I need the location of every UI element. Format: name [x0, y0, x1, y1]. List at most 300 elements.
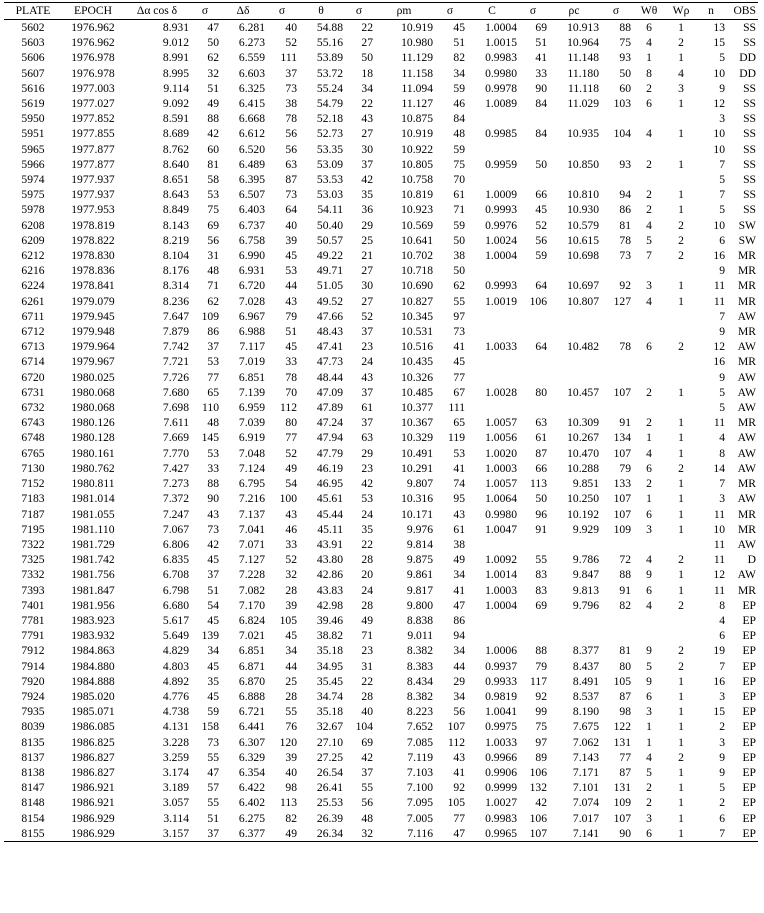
cell-rho-m: 8.383	[406, 659, 433, 673]
cell-dra: 3.114	[163, 811, 189, 825]
cell-w-theta	[632, 354, 666, 369]
cell-w-theta	[632, 537, 666, 552]
column-header-rho-m: ρm	[396, 4, 412, 18]
cell-rho-m: 10.569	[401, 218, 433, 232]
cell-rho-c: 10.935	[567, 127, 599, 141]
cell-C	[466, 263, 518, 278]
cell-obs: EP	[742, 629, 756, 643]
cell-s2: 82	[285, 811, 297, 825]
cell-plate: 6765	[21, 446, 45, 460]
cell-plate: 7130	[21, 461, 45, 475]
table-row	[4, 385, 758, 400]
cell-s5: 50	[535, 157, 547, 171]
cell-s4: 112	[448, 735, 465, 749]
cell-s1: 35	[207, 674, 219, 688]
cell-s6	[600, 354, 632, 369]
cell-plate: 5603	[21, 36, 45, 50]
cell-plate: 8137	[21, 750, 45, 764]
cell-rho-m: 10.980	[401, 36, 433, 50]
cell-s1: 59	[207, 705, 219, 719]
cell-obs: EP	[742, 659, 756, 673]
cell-rho-c: 9.847	[572, 568, 599, 582]
cell-plate: 7791	[21, 629, 45, 643]
cell-ddec: 6.377	[238, 826, 265, 840]
cell-s6: 94	[619, 188, 631, 202]
cell-obs: EP	[742, 811, 756, 825]
cell-s2: 32	[285, 568, 297, 582]
cell-s4: 97	[453, 309, 465, 323]
cell-theta: 52.18	[316, 112, 343, 126]
cell-n: 3	[719, 112, 725, 126]
cell-s1: 109	[201, 309, 219, 323]
cell-w-rho: 1	[678, 157, 684, 171]
cell-plate: 6712	[21, 325, 45, 339]
table-row	[4, 400, 758, 415]
table-row	[4, 613, 758, 628]
cell-ddec: 6.422	[238, 781, 265, 795]
cell-theta: 55.24	[316, 81, 343, 95]
cell-s5: 83	[535, 568, 547, 582]
cell-s1: 53	[207, 446, 219, 460]
cell-w-rho: 2	[678, 553, 684, 567]
cell-obs: MR	[737, 522, 756, 536]
cell-w-theta: 2	[646, 477, 652, 491]
cell-s5: 97	[535, 735, 547, 749]
cell-theta: 49.52	[316, 294, 343, 308]
table-row	[4, 370, 758, 385]
cell-w-rho: 1	[678, 51, 684, 65]
cell-n: 10	[713, 142, 725, 156]
cell-s3: 23	[361, 461, 373, 475]
cell-obs: MR	[737, 507, 756, 521]
cell-s1: 62	[207, 294, 219, 308]
cell-n: 9	[719, 370, 725, 384]
table-row	[4, 233, 758, 248]
cell-plate: 6714	[21, 355, 45, 369]
cell-s5: 99	[535, 705, 547, 719]
cell-s1: 37	[207, 826, 219, 840]
cell-w-theta: 6	[646, 583, 652, 597]
cell-s5: 56	[535, 233, 547, 247]
cell-w-rho: 1	[678, 279, 684, 293]
cell-s4: 46	[453, 97, 465, 111]
cell-n: 11	[713, 583, 725, 597]
cell-plate: 6731	[21, 385, 45, 399]
cell-s6: 98	[619, 705, 631, 719]
cell-s6: 80	[619, 659, 631, 673]
cell-obs: DD	[739, 66, 756, 80]
cell-rho-m: 10.291	[401, 461, 433, 475]
cell-s2: 70	[285, 385, 297, 399]
cell-s4: 82	[453, 51, 465, 65]
cell-ddec: 7.170	[238, 598, 265, 612]
cell-C	[466, 354, 518, 369]
cell-theta: 27.25	[316, 750, 343, 764]
cell-epoch: 1986.921	[71, 781, 115, 795]
cell-w-rho: 1	[678, 477, 684, 491]
cell-w-rho: 1	[678, 765, 684, 779]
table-row	[4, 689, 758, 704]
cell-rho-c	[548, 537, 600, 552]
cell-dra: 7.669	[162, 431, 189, 445]
cell-rho-c	[548, 400, 600, 415]
cell-s6: 86	[619, 203, 631, 217]
cell-ddec: 6.931	[238, 264, 265, 278]
cell-w-theta: 5	[646, 659, 652, 673]
cell-s1: 77	[207, 370, 219, 384]
cell-epoch: 1981.847	[71, 583, 115, 597]
cell-s5: 69	[535, 598, 547, 612]
cell-ddec: 6.273	[238, 36, 265, 50]
cell-plate: 6224	[21, 279, 45, 293]
table-row	[4, 354, 758, 369]
cell-s4: 49	[453, 553, 465, 567]
cell-ddec: 7.139	[238, 385, 265, 399]
cell-C: 0.9999	[485, 781, 517, 795]
cell-w-rho: 1	[678, 781, 684, 795]
cell-w-rho	[666, 263, 696, 278]
cell-s2: 52	[285, 36, 297, 50]
cell-ddec: 6.403	[238, 203, 265, 217]
cell-rho-m: 11.129	[401, 51, 433, 65]
cell-s1: 65	[207, 385, 219, 399]
cell-dra: 7.247	[162, 507, 189, 521]
cell-C: 0.9959	[485, 157, 517, 171]
cell-s3: 104	[355, 720, 373, 734]
cell-w-theta: 2	[646, 416, 652, 430]
cell-dra: 7.067	[162, 522, 189, 536]
cell-s6: 81	[619, 218, 631, 232]
cell-s2: 40	[285, 218, 297, 232]
cell-s4: 45	[453, 21, 465, 34]
cell-s6: 93	[619, 157, 631, 171]
cell-rho-c	[548, 172, 600, 187]
cell-w-rho	[666, 613, 696, 628]
table-row	[4, 491, 758, 506]
cell-plate: 7781	[21, 613, 45, 627]
cell-theta: 45.44	[316, 507, 343, 521]
cell-epoch: 1984.888	[71, 674, 115, 688]
cell-n: 7	[719, 157, 725, 171]
cell-s4: 67	[453, 385, 465, 399]
cell-s5: 96	[535, 507, 547, 521]
cell-w-rho: 2	[678, 598, 684, 612]
cell-s1: 86	[207, 325, 219, 339]
cell-dra: 7.879	[162, 325, 189, 339]
cell-rho-m: 10.316	[401, 492, 433, 506]
cell-s5	[518, 263, 548, 278]
cell-dra: 8.314	[162, 279, 189, 293]
cell-rho-c: 7.017	[572, 811, 599, 825]
cell-w-rho: 1	[678, 492, 684, 506]
cell-s3: 42	[361, 173, 373, 187]
cell-epoch: 1980.025	[71, 370, 115, 384]
table-row	[4, 294, 758, 309]
cell-s3: 61	[361, 401, 373, 415]
cell-s4: 61	[453, 522, 465, 536]
cell-s4: 34	[453, 66, 465, 80]
cell-dra: 6.798	[162, 583, 189, 597]
cell-rho-m: 7.100	[406, 781, 433, 795]
cell-ddec: 7.216	[238, 492, 265, 506]
cell-C: 1.0041	[485, 705, 517, 719]
cell-s2: 64	[285, 203, 297, 217]
cell-s3: 18	[361, 66, 373, 80]
cell-w-rho: 1	[678, 188, 684, 202]
cell-plate: 5616	[21, 81, 45, 95]
cell-plate: 6216	[21, 264, 45, 278]
table-row	[4, 780, 758, 795]
table-row	[4, 659, 758, 674]
cell-s1: 110	[202, 401, 219, 415]
cell-s5	[518, 309, 548, 324]
cell-w-rho: 1	[678, 21, 684, 34]
cell-s3: 22	[361, 537, 373, 551]
cell-s2: 39	[285, 750, 297, 764]
cell-epoch: 1984.880	[71, 659, 115, 673]
cell-theta: 42.98	[316, 598, 343, 612]
column-header-s2: σ	[278, 4, 286, 18]
cell-s6	[600, 370, 632, 385]
cell-s3: 37	[361, 765, 373, 779]
cell-w-theta	[632, 111, 666, 126]
cell-epoch: 1977.003	[71, 81, 115, 95]
cell-w-rho: 1	[678, 203, 684, 217]
cell-s6: 104	[613, 127, 631, 141]
cell-dra: 8.689	[162, 127, 189, 141]
cell-plate: 7187	[21, 507, 45, 521]
cell-obs: EP	[742, 750, 756, 764]
cell-obs: MR	[737, 294, 756, 308]
cell-dra: 8.931	[162, 21, 189, 34]
cell-rho-c: 7.675	[572, 720, 599, 734]
cell-w-theta	[632, 613, 666, 628]
cell-C: 0.9819	[485, 689, 517, 703]
cell-rho-m: 10.377	[401, 401, 433, 415]
cell-w-theta: 2	[646, 385, 652, 399]
column-header-s6: σ	[612, 4, 620, 18]
cell-s1: 88	[207, 112, 219, 126]
cell-s6	[600, 537, 632, 552]
cell-theta: 54.79	[316, 97, 343, 111]
cell-s4: 45	[453, 355, 465, 369]
cell-plate: 8138	[21, 765, 45, 779]
cell-w-rho: 1	[678, 446, 684, 460]
cell-s6: 72	[619, 553, 631, 567]
table-row	[4, 461, 758, 476]
cell-C: 1.0024	[485, 233, 517, 247]
cell-rho-c: 7.141	[572, 826, 599, 840]
cell-ddec: 7.048	[238, 446, 265, 460]
cell-s4: 73	[453, 325, 465, 339]
cell-rho-c: 10.192	[567, 507, 599, 521]
cell-s3: 48	[361, 811, 373, 825]
cell-rho-c: 10.267	[567, 431, 599, 445]
cell-rho-c	[548, 142, 600, 157]
cell-rho-c: 9.851	[572, 477, 599, 491]
cell-s5: 83	[535, 583, 547, 597]
cell-s2: 53	[285, 264, 297, 278]
cell-w-rho: 2	[678, 233, 684, 247]
cell-s2: 112	[280, 401, 297, 415]
cell-n: 2	[719, 720, 725, 734]
cell-s5: 106	[529, 811, 547, 825]
cell-epoch: 1980.811	[71, 477, 115, 491]
cell-rho-c: 10.250	[567, 492, 599, 506]
cell-epoch: 1977.953	[71, 203, 115, 217]
cell-C: 0.9965	[485, 826, 517, 840]
table-row	[4, 552, 758, 567]
cell-w-rho: 1	[678, 97, 684, 111]
cell-s3: 24	[361, 583, 373, 597]
column-header-obs: OBS	[733, 4, 756, 18]
cell-w-rho: 2	[678, 340, 684, 354]
cell-rho-m: 10.516	[401, 340, 433, 354]
cell-plate: 5966	[21, 157, 45, 171]
cell-s4: 51	[453, 36, 465, 50]
cell-ddec: 6.489	[238, 157, 265, 171]
cell-rho-c: 10.698	[567, 249, 599, 263]
cell-s6	[600, 111, 632, 126]
cell-n: 7	[719, 826, 725, 840]
cell-s6: 93	[619, 51, 631, 65]
cell-rho-m: 10.329	[401, 431, 433, 445]
cell-C	[466, 628, 518, 643]
cell-s6: 60	[619, 81, 631, 95]
cell-s4: 41	[453, 340, 465, 354]
cell-C: 1.0057	[485, 477, 517, 491]
table-row	[4, 446, 758, 461]
cell-plate: 6209	[21, 233, 45, 247]
column-header-s5: σ	[529, 4, 537, 18]
cell-C: 1.0004	[485, 598, 517, 612]
cell-n: 12	[713, 97, 725, 111]
cell-s3: 37	[361, 416, 373, 430]
cell-s4: 41	[453, 765, 465, 779]
cell-epoch: 1978.822	[71, 233, 115, 247]
cell-theta: 35.18	[316, 705, 343, 719]
cell-s4: 59	[453, 81, 465, 95]
cell-theta: 32.67	[316, 720, 343, 734]
table-row	[4, 719, 758, 734]
cell-s3: 36	[361, 203, 373, 217]
cell-s5	[518, 142, 548, 157]
cell-s6: 73	[619, 249, 631, 263]
cell-ddec: 6.959	[238, 401, 265, 415]
cell-s2: 80	[285, 416, 297, 430]
cell-theta: 26.41	[316, 781, 343, 795]
cell-n: 11	[713, 537, 725, 551]
cell-rho-m: 9.011	[407, 629, 433, 643]
cell-theta: 47.41	[316, 340, 343, 354]
cell-s5: 66	[535, 461, 547, 475]
cell-s3: 22	[361, 21, 373, 34]
cell-w-theta: 2	[646, 157, 652, 171]
cell-n: 4	[719, 431, 725, 445]
cell-obs: SS	[743, 157, 756, 171]
cell-C: 1.0028	[485, 385, 517, 399]
cell-s5: 89	[535, 750, 547, 764]
cell-obs: AW	[737, 431, 756, 445]
cell-ddec: 6.758	[238, 233, 265, 247]
cell-w-theta: 6	[646, 340, 652, 354]
cell-s3: 43	[361, 112, 373, 126]
cell-rho-m: 10.326	[401, 370, 433, 384]
cell-w-theta: 1	[646, 51, 652, 65]
cell-C: 1.0057	[485, 416, 517, 430]
cell-dra: 8.991	[162, 51, 189, 65]
cell-s4: 94	[453, 629, 465, 643]
cell-s3: 28	[361, 553, 373, 567]
cell-s1: 139	[201, 629, 219, 643]
cell-rho-m: 8.382	[406, 644, 433, 658]
cell-epoch: 1978.830	[71, 249, 115, 263]
cell-epoch: 1979.945	[71, 309, 115, 323]
table-row	[4, 20, 758, 36]
cell-s4: 34	[453, 689, 465, 703]
cell-s3: 69	[361, 735, 373, 749]
cell-rho-c: 9.813	[572, 583, 599, 597]
cell-C: 1.0047	[485, 522, 517, 536]
cell-rho-m: 7.103	[406, 765, 433, 779]
cell-s1: 90	[207, 492, 219, 506]
cell-ddec: 6.720	[238, 279, 265, 293]
cell-epoch: 1980.068	[71, 385, 115, 399]
cell-s1: 55	[207, 796, 219, 810]
cell-s5: 42	[535, 796, 547, 810]
cell-s5: 79	[535, 659, 547, 673]
cell-s2: 52	[285, 553, 297, 567]
cell-s2: 28	[285, 689, 297, 703]
cell-dra: 3.157	[162, 826, 189, 840]
table-row	[4, 218, 758, 233]
cell-s4: 59	[453, 218, 465, 232]
cell-dra: 3.228	[162, 735, 189, 749]
cell-plate: 5602	[21, 21, 45, 34]
cell-C: 0.9978	[485, 81, 517, 95]
cell-plate: 6711	[21, 309, 45, 323]
cell-n: 11	[713, 416, 725, 430]
cell-s4: 53	[453, 446, 465, 460]
cell-theta: 51.05	[316, 279, 343, 293]
cell-plate: 6748	[21, 431, 45, 445]
cell-plate: 7152	[21, 477, 45, 491]
cell-n: 5	[719, 385, 725, 399]
cell-rho-c: 8.377	[572, 644, 599, 658]
cell-w-theta: 2	[646, 781, 652, 795]
cell-s2: 46	[285, 522, 297, 536]
cell-dra: 8.176	[162, 264, 189, 278]
cell-s5: 59	[535, 249, 547, 263]
cell-s2: 40	[285, 765, 297, 779]
column-header-s3: σ	[355, 4, 363, 18]
cell-w-rho	[666, 354, 696, 369]
cell-w-rho: 1	[678, 416, 684, 430]
cell-n: 8	[719, 446, 725, 460]
cell-n: 11	[713, 553, 725, 567]
cell-theta: 48.43	[316, 325, 343, 339]
cell-s4: 107	[447, 720, 465, 734]
cell-obs: EP	[742, 674, 756, 688]
cell-s1: 53	[207, 188, 219, 202]
cell-s3: 71	[361, 629, 373, 643]
cell-s5: 113	[530, 477, 547, 491]
cell-n: 5	[719, 173, 725, 187]
cell-s6: 105	[613, 674, 631, 688]
cell-epoch: 1981.055	[71, 507, 115, 521]
cell-s5: 64	[535, 279, 547, 293]
cell-dra: 4.738	[162, 705, 189, 719]
